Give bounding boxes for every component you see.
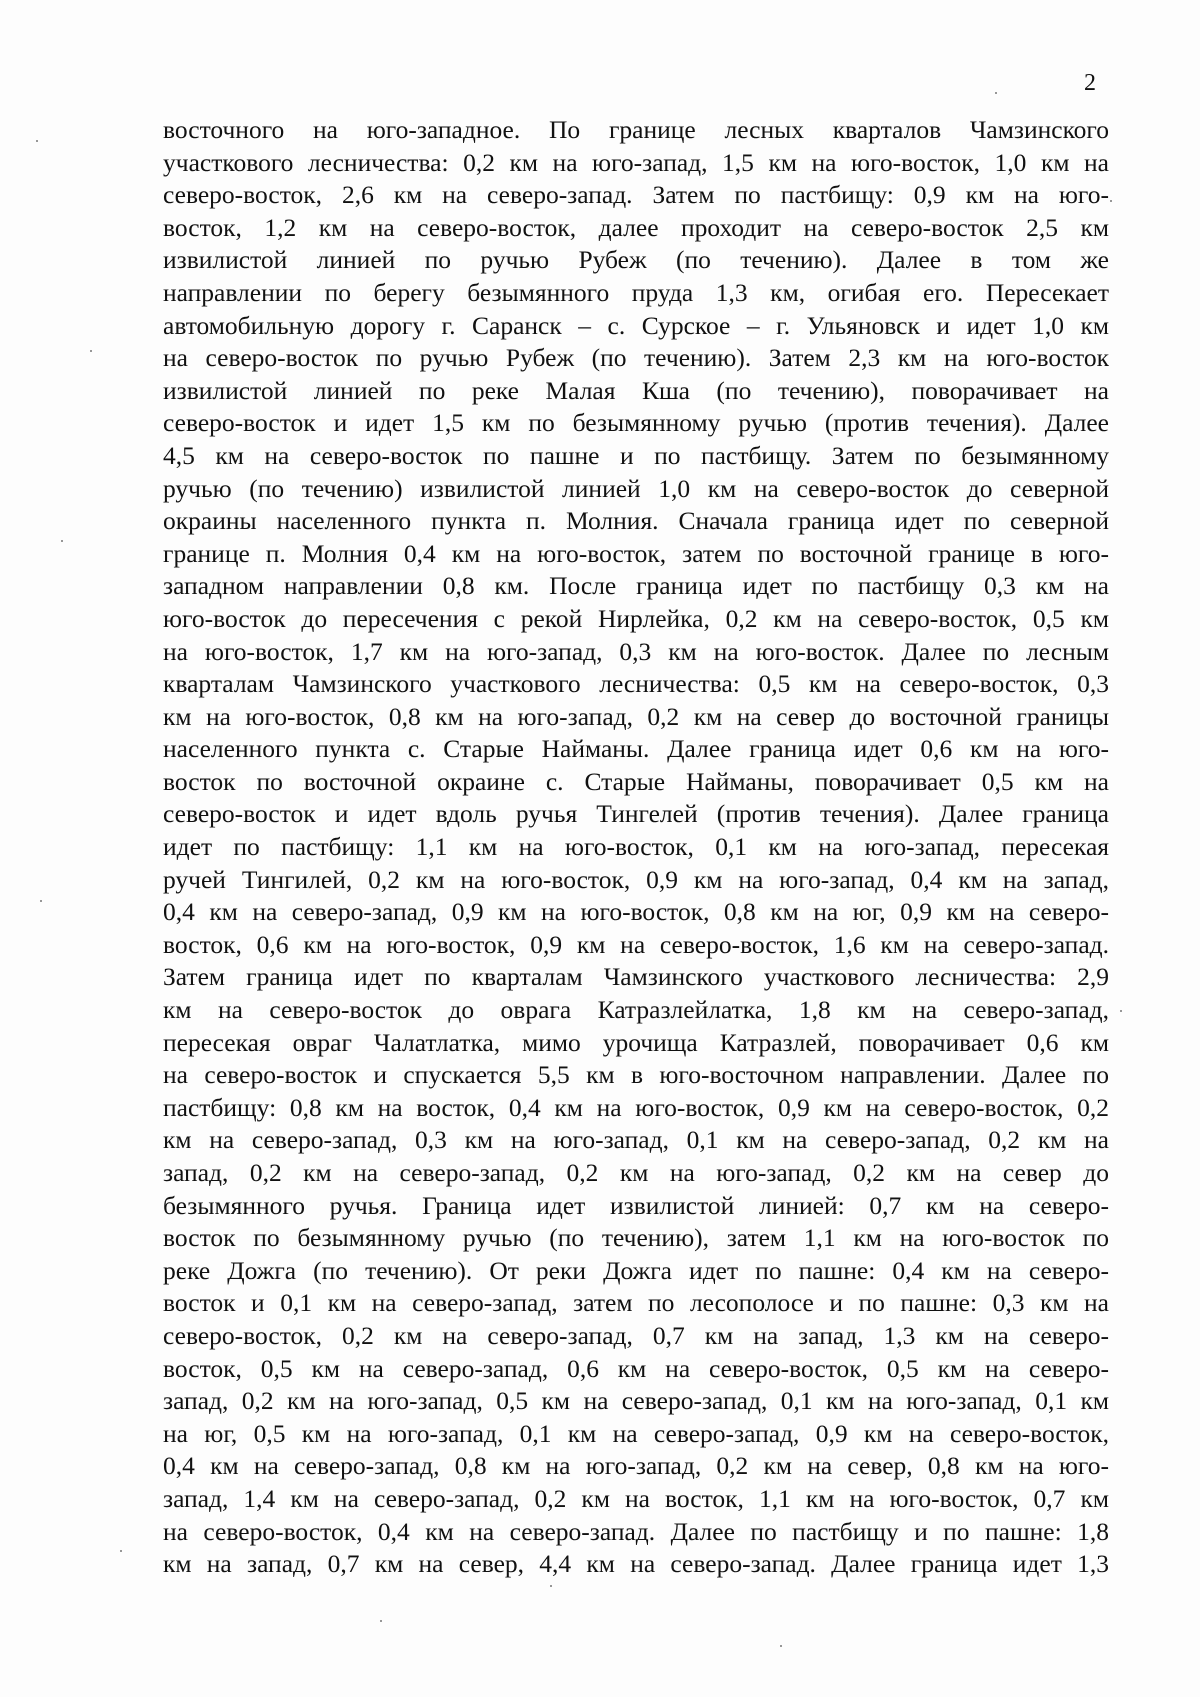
text-line: границе п. Молния 0,4 км на юго-восток, затем по восточной границе в юго- xyxy=(163,538,1109,568)
text-line: км на северо-восток до оврага Катразлейлатка, 1,8 км на северо-запад, xyxy=(163,995,1109,1025)
text-line: ручей Тингилей, 0,2 км на юго-восток, 0,9 км на юго-запад, 0,4 км на запад, xyxy=(163,864,1109,894)
text-line: восток по восточной окраине с. Старые Найманы, поворачивает 0,5 км на xyxy=(163,766,1109,796)
text-line: на северо-восток, 0,4 км на северо-запад. Далее по пастбищу и по пашне: 1,8 xyxy=(163,1516,1109,1546)
text-line: на юго-восток, 1,7 км на юго-запад, 0,3 км на юго-восток. Далее по лесным xyxy=(163,636,1109,666)
text-line: пастбищу: 0,8 км на восток, 0,4 км на юго-восток, 0,9 км на северо-восток, 0,2 xyxy=(163,1092,1109,1122)
text-line: 4,5 км на северо-восток по пашне и по пастбищу. Затем по безымянному xyxy=(163,440,1109,470)
scan-speck xyxy=(120,1550,122,1552)
scan-speck xyxy=(995,92,997,94)
text-line: извилистой линией по ручью Рубеж (по течению). Далее в том же xyxy=(163,245,1109,275)
text-line: восточного на юго-западное. По границе лесных кварталов Чамзинского xyxy=(163,115,1109,144)
scan-speck xyxy=(550,1585,552,1587)
text-line: Затем граница идет по кварталам Чамзинского участкового лесничества: 2,9 xyxy=(163,962,1109,992)
text-line: км на юго-восток, 0,8 км на юго-запад, 0,2 км на север до восточной границы xyxy=(163,701,1109,731)
scan-speck xyxy=(36,140,38,142)
text-line: северо-восток, 2,6 км на северо-запад. Затем по пастбищу: 0,9 км на юго- xyxy=(163,180,1109,210)
scan-speck xyxy=(90,350,92,352)
text-line: запад, 0,2 км на северо-запад, 0,2 км на юго-запад, 0,2 км на север до xyxy=(163,1158,1109,1187)
text-line: безымянного ручья. Граница идет извилистой линией: 0,7 км на северо- xyxy=(163,1190,1109,1220)
text-line: северо-восток, 0,2 км на северо-запад, 0,7 км на запад, 1,3 км на северо- xyxy=(163,1320,1109,1350)
text-line: окраины населенного пункта п. Молния. Сначала граница идет по северной xyxy=(163,506,1109,536)
text-line: на северо-восток и спускается 5,5 км в юго-восточном направлении. Далее по xyxy=(163,1060,1109,1090)
text-line: пересекая овраг Чалатлатка, мимо урочища Катразлей, поворачивает 0,6 км xyxy=(163,1027,1109,1057)
page-number: 2 xyxy=(1084,70,1096,96)
text-line: восток, 0,5 км на северо-запад, 0,6 км на северо-восток, 0,5 км на северо- xyxy=(163,1353,1109,1383)
text-line: на юг, 0,5 км на юго-запад, 0,1 км на северо-запад, 0,9 км на северо-восток, xyxy=(163,1418,1109,1448)
scan-speck xyxy=(61,540,63,542)
text-line: ручью (по течению) извилистой линией 1,0 км на северо-восток до северной xyxy=(163,473,1109,503)
text-line: реке Дожга (по течению). От реки Дожга идет по пашне: 0,4 км на северо- xyxy=(163,1255,1109,1285)
text-line: 0,4 км на северо-запад, 0,8 км на юго-запад, 0,2 км на север, 0,8 км на юго- xyxy=(163,1451,1109,1481)
text-line: северо-восток и идет вдоль ручья Тингелей (против течения). Далее граница xyxy=(163,799,1109,829)
text-line: извилистой линией по реке Малая Кша (по течению), поворачивает на xyxy=(163,375,1109,405)
text-line: населенного пункта с. Старые Найманы. Далее граница идет 0,6 км на юго- xyxy=(163,734,1109,764)
scan-speck xyxy=(780,1645,782,1647)
body-text xyxy=(163,114,1109,1581)
text-line: км на запад, 0,7 км на север, 4,4 км на северо-запад. Далее граница идет 1,3 xyxy=(163,1549,1109,1579)
text-line: км на северо-запад, 0,3 км на юго-запад, 0,1 км на северо-запад, 0,2 км на xyxy=(163,1125,1109,1155)
scan-speck xyxy=(1120,1010,1122,1012)
text-line: западном направлении 0,8 км. После граница идет по пастбищу 0,3 км на xyxy=(163,571,1109,601)
text-line: автомобильную дорогу г. Саранск – с. Сурское – г. Ульяновск и идет 1,0 км xyxy=(163,310,1109,340)
text-line: восток и 0,1 км на северо-запад, затем по лесополосе и по пашне: 0,3 км на xyxy=(163,1288,1109,1318)
text-line: участкового лесничества: 0,2 км на юго-запад, 1,5 км на юго-восток, 1,0 км на xyxy=(163,147,1109,177)
text-line: направлении по берегу безымянного пруда 1,3 км, огибая его. Пересекает xyxy=(163,277,1109,307)
text-line: идет по пастбищу: 1,1 км на юго-восток, 0,1 км на юго-запад, пересекая xyxy=(163,832,1109,862)
text-line: юго-восток до пересечения с рекой Нирлейка, 0,2 км на северо-восток, 0,5 км xyxy=(163,603,1109,633)
text-line: на северо-восток по ручью Рубеж (по течению). Затем 2,3 км на юго-восток xyxy=(163,343,1109,373)
text-line: восток по безымянному ручью (по течению), затем 1,1 км на юго-восток по xyxy=(163,1223,1109,1253)
scan-speck xyxy=(380,1620,382,1622)
text-line: кварталам Чамзинского участкового лесничества: 0,5 км на северо-восток, 0,3 xyxy=(163,669,1109,699)
text-line: 0,4 км на северо-запад, 0,9 км на юго-восток, 0,8 км на юг, 0,9 км на северо- xyxy=(163,897,1109,927)
scan-speck xyxy=(40,900,42,902)
text-line: запад, 1,4 км на северо-запад, 0,2 км на восток, 1,1 км на юго-восток, 0,7 км xyxy=(163,1483,1109,1513)
text-line: запад, 0,2 км на юго-запад, 0,5 км на северо-запад, 0,1 км на юго-запад, 0,1 км xyxy=(163,1386,1109,1416)
text-line: восток, 0,6 км на юго-восток, 0,9 км на северо-восток, 1,6 км на северо-запад. xyxy=(163,929,1109,959)
scan-speck xyxy=(1110,200,1112,202)
text-line: северо-восток и идет 1,5 км по безымянному ручью (против течения). Далее xyxy=(163,408,1109,438)
text-line: восток, 1,2 км на северо-восток, далее проходит на северо-восток 2,5 км xyxy=(163,212,1109,242)
